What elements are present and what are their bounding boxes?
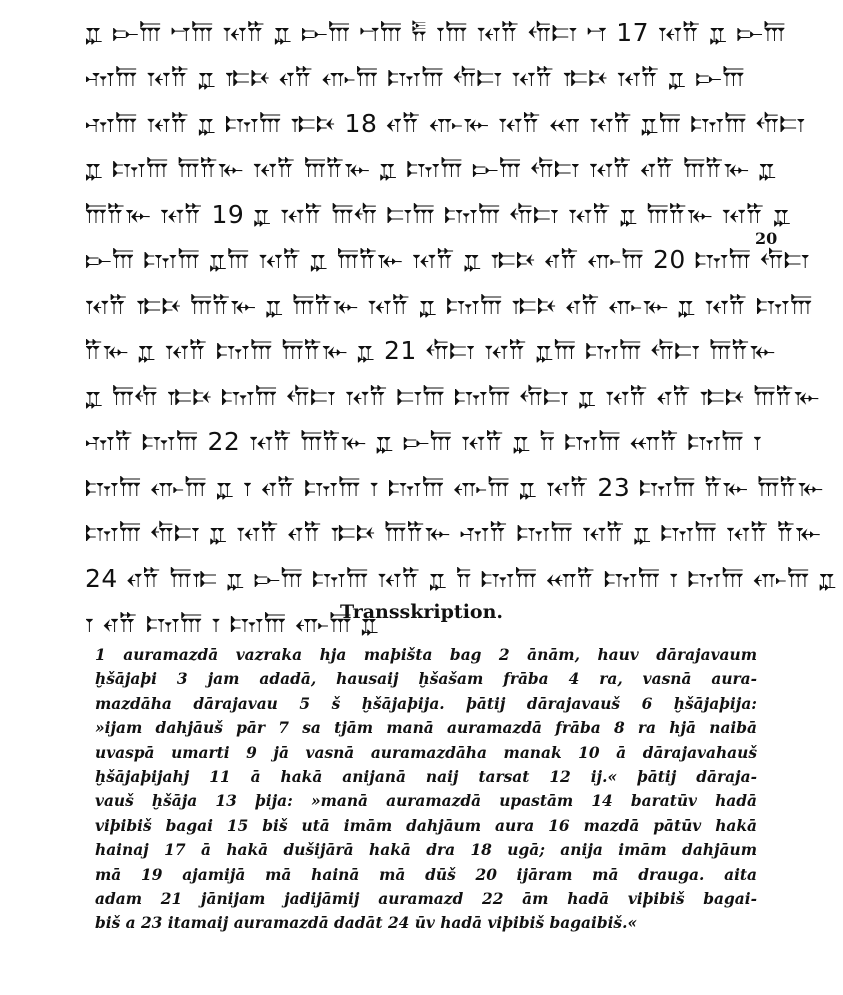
cuneiform-line: 𐎰𐎡 𐎣𐎴 𐎠𐎡𐎹 𐎁 𐎠𐎡𐎹 𐎰𐎡 𐎁 𐎫𐎠 𐎣𐎴 𐎤𐎡 𐎥𐎹 𐎁 𐎰𐎡 𐎫𐎠 (85, 290, 813, 320)
cuneiform-line: 𐎫𐎠 𐎥𐎠 𐎁 𐎂 𐎤𐎡 𐎫𐎠 𐎂 𐎫𐎠 𐎥𐎠 𐎁 𐎰𐎡 23 𐎫𐎠 𐎡𐎹 𐎠𐎡𐎹 (85, 472, 824, 502)
transcription-line: ḫšājaþi 3 jam adadā, hausaij ḫšašam frāba 4 ra, vasnā aura- (95, 670, 757, 689)
cuneiform-line: 𐎶𐎡 𐎫𐎠 22 𐎰𐎡 𐎠𐎡𐎹 𐎁 𐎋𐎠 𐎰𐎡 𐎁 𐎭 𐎫𐎠 𐎧𐎡 𐎫𐎠 𐎂 (85, 427, 763, 457)
cuneiform-line: 𐎁 𐎫𐎠 𐎠𐎡𐎹 𐎰𐎡 𐎠𐎡𐎹 𐎁 𐎫𐎠 𐎋𐎠 𐎢𐎲 𐎰𐎡 𐎤𐎡 𐎠𐎡𐎹 𐎁 (85, 154, 777, 184)
transcription-line: ḫšājaþijahj 11 ā hakā anijanā naij tarsat 12 ij.« þātij dāraja- (95, 767, 757, 786)
transcription-line: hainaj 17 ā hakā dušijārā hakā dra 18 ugā; anija imām dahjāum (95, 841, 757, 860)
cuneiform-line: 𐎁 𐎠𐎢 𐎣𐎴 𐎫𐎠 𐎢𐎲 𐎰𐎡 𐎲𐎠 𐎫𐎠 𐎢𐎲 𐎁 𐎰𐎡 𐎤𐎡 𐎣𐎴 𐎠𐎡𐎹 (85, 381, 820, 411)
cuneiform-line: 𐎶𐎠 𐎰𐎡 𐎁 𐎣𐎴 𐎤𐎡 𐎥𐎠 𐎫𐎠 𐎢𐎲 𐎰𐎡 𐎣𐎴 𐎰𐎡 𐎁 𐎋𐎠 (85, 63, 745, 93)
transcription-line: mā 19 ajamijā mā hainā mā dūš 20 ijāram mā drauga. aita (95, 865, 757, 884)
cuneiform-text-block (85, 10, 837, 647)
cuneiform-line: 𐎠𐎡𐎹 𐎰𐎡 19 𐎁 𐎰𐎡 𐎠𐎢 𐎲𐎠 𐎫𐎠 𐎢𐎲 𐎰𐎡 𐎁 𐎠𐎡𐎹 𐎰𐎡 𐎁 (85, 199, 792, 229)
cuneiform-line: 𐎋𐎠 𐎫𐎠 𐎁𐎠 𐎰𐎡 𐎁 𐎠𐎡𐎹 𐎰𐎡 𐎁 𐎣𐎴 𐎤𐎡 𐎥𐎠 20 𐎫𐎠 𐎢𐎲 (85, 245, 810, 275)
transcription-line: viþibiš bagai 15 biš utā imām dahjāum aura 16 mazdā pātūv hakā (95, 816, 757, 835)
transcription-line: 1 auramazdā vazraka hja maþišta bag 2 ānām, hauv dārajavaum (95, 646, 757, 664)
cuneiform-line: 𐎶𐎠 𐎰𐎡 𐎁 𐎫𐎠 𐎣𐎴 18 𐎤𐎡 𐎥𐎹 𐎰𐎡 𐎧 𐎰𐎡 𐎁𐎠 𐎫𐎠 𐎢𐎲 (85, 108, 806, 138)
transcription-line: uvaspā umarti 9 jā vasnā auramazdāha manak 10 ā dārajavahauš (95, 743, 757, 762)
section-heading: Transskription. (339, 601, 504, 623)
transcription-line: vauš ḫšāja 13 þija: »manā auramazdā upastām 14 baratūv hadā (95, 792, 757, 811)
margin-line-number: 20 (755, 229, 778, 248)
transcription-line: »ijam dahjāuš pār 7 sa tjām manā auramazdā frāba 8 ra hjā naibā (95, 719, 757, 738)
transcription-line: mazdāha dārajavau 5 š ḫšājaþija. þātij dārajavauš 6 ḫšājaþija: (95, 694, 757, 713)
cuneiform-line: 𐎁 𐎋𐎠 𐎎𐎠 𐎰𐎡 𐎁 𐎋𐎠 𐎎𐎠 𐎱 𐎂𐎠 𐎰𐎡 𐎢𐎲 𐎎 17 𐎰𐎡 𐎁 𐎋𐎠 (85, 17, 786, 47)
cuneiform-line: 𐎡𐎹 𐎁 𐎰𐎡 𐎫𐎠 𐎠𐎡𐎹 𐎁 21 𐎢𐎲 𐎰𐎡 𐎁𐎠 𐎫𐎠 𐎢𐎲 𐎠𐎡𐎹 (85, 336, 776, 366)
transcription-line: adam 21 jānijam jadijāmij auramazd 22 ām hadā viþibiš bagai- (95, 889, 757, 908)
transcription-block (95, 643, 757, 936)
cuneiform-line: 𐎂 𐎤𐎡 𐎫𐎠 𐎂 𐎫𐎠 𐎥𐎠 𐎁 (85, 609, 380, 639)
cuneiform-line: 𐎫𐎠 𐎢𐎲 𐎁 𐎰𐎡 𐎤𐎡 𐎣𐎴 𐎠𐎡𐎹 𐎶𐎡 𐎫𐎠 𐎰𐎡 𐎁 𐎫𐎠 𐎰𐎡 𐎡𐎹 (85, 518, 822, 548)
transcription-line: biš a 23 itamaij auramazdā dadāt 24 ūv hadā viþibiš bagaibiš.« (95, 914, 638, 933)
cuneiform-line: 24 𐎤𐎡 𐎠𐎣 𐎁 𐎋𐎠 𐎫𐎠 𐎰𐎡 𐎁 𐎭 𐎫𐎠 𐎧𐎡 𐎫𐎠 𐎂 𐎫𐎠 𐎥𐎠 𐎁 (85, 563, 837, 593)
